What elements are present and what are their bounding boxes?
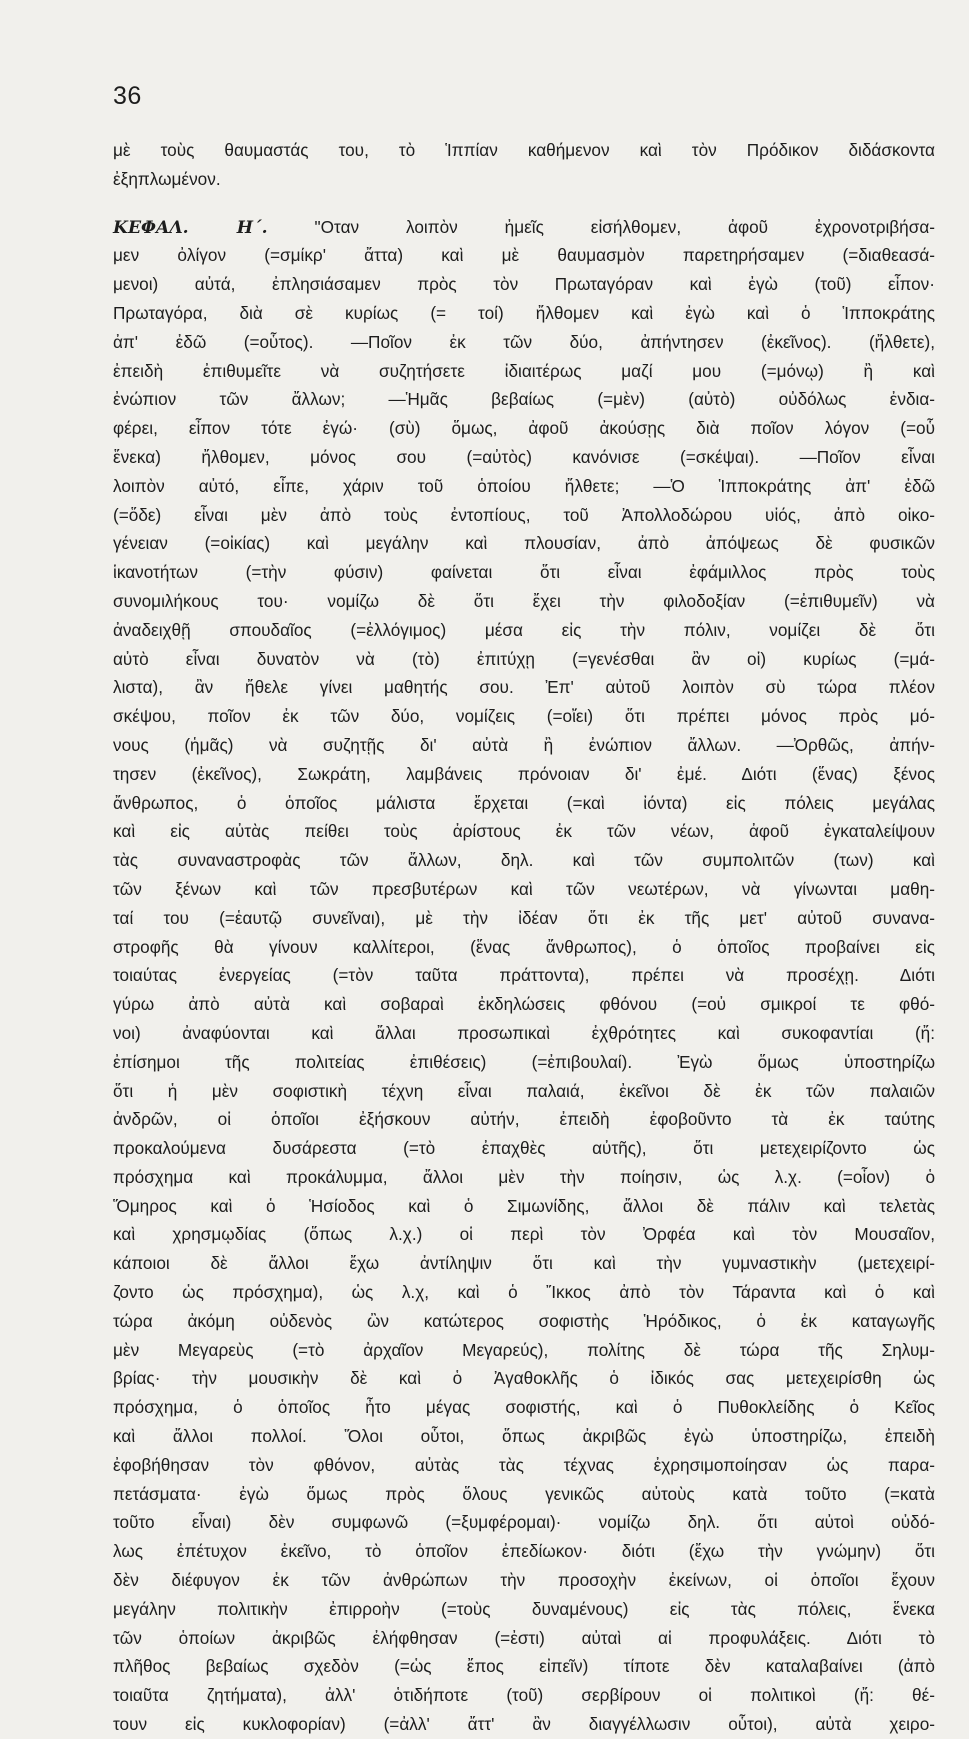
text-line: μὲν Μεγαρεὺς (=τὸ ἀρχαῖον Μεγαρεύς), πολίτης δὲ τώρα τῆς Σηλυμ- — [113, 1339, 935, 1360]
text-line: πρόσχημα, ὁ ὁποῖος ἦτο μέγας σοφιστής, καὶ ὁ Πυθοκλείδης ὁ Κεῖος — [113, 1397, 935, 1418]
text-line: μενοι) αὐτά, ἐπλησιάσαμεν πρὸς τὸν Πρωταγόραν καὶ ἐγὼ (τοῦ) εἶπον· — [113, 274, 935, 295]
text-line: ἕνεκα) ἤλθομεν, μόνος σου (=αὐτὸς) κανόνισε (=σκέψαι). —Ποῖον εἶναι — [113, 446, 935, 467]
text-line: τησεν (ἐκεῖνος), Σωκράτη, λαμβάνεις πρόνοιαν δι' ἐμέ. Διότι (ἕνας) ξένος — [113, 763, 935, 784]
text-line: ταί του (=ἑαυτῷ συνεῖναι), μὲ τὴν ἰδέαν ὅτι ἐκ τῆς μετ' αὐτοῦ συνανα- — [113, 907, 935, 928]
text-line: νοι) ἀναφύονται καὶ ἄλλαι προσωπικαὶ ἐχθρότητες καὶ συκοφαντίαι (ἤ: — [113, 1022, 935, 1043]
text-line: κάποιοι δὲ ἄλλοι ἔχω ἀντίληψιν ὅτι καὶ τὴν γυμναστικὴν (μετεχειρί- — [113, 1253, 935, 1274]
text-line: γύρω ἀπὸ αὐτὰ καὶ σοβαραὶ ἐκδηλώσεις φθόνου (=οὐ σμικροί τε φθό- — [113, 994, 935, 1015]
text-line: τοιαῦτα ζητήματα), ἀλλ' ὁτιδήποτε (τοῦ) σερβίρουν οἱ πολιτικοὶ (ἤ: θέ- — [113, 1685, 935, 1706]
text-line: δὲν διέφυγον ἐκ τῶν ἀνθρώπων τὴν προσοχὴν ἐκείνων, οἱ ὁποῖοι ἔχουν — [113, 1570, 935, 1591]
text-line: καὶ εἰς αὐτὰς πείθει τοὺς ἀρίστους ἐκ τῶν νέων, ἀφοῦ ἐγκαταλείψουν — [113, 821, 935, 842]
text-line: ἀναδειχθῇ σπουδαῖος (=ἐλλόγιμος) μέσα εἰς τὴν πόλιν, νομίζει δὲ ὅτι — [113, 619, 935, 640]
text-line: καὶ ἄλλοι πολλοί. Ὅλοι οὗτοι, ὅπως ἀκριβῶς ἐγὼ ὑποστηρίζω, ἐπειδὴ — [113, 1426, 935, 1447]
text-line: ἄνθρωπος, ὁ ὁποῖος μάλιστα ἔρχεται (=καὶ ἰόντα) εἰς πόλεις μεγάλας — [113, 792, 935, 813]
text-line: Πρωταγόρα, διὰ σὲ κυρίως (= τοί) ἤλθομεν καὶ ἐγὼ καὶ ὁ Ἱπποκράτης — [113, 302, 935, 323]
text-line: ἐφοβήθησαν τὸν φθόνον, αὐτὰς τὰς τέχνας ἐχρησιμοποίησαν ὡς παρα- — [113, 1454, 935, 1475]
text-line: τῶν ξένων καὶ τῶν πρεσβυτέρων καὶ τῶν νεωτέρων, νὰ γίνωνται μαθη- — [113, 878, 935, 899]
text-line: (=ὅδε) εἶναι μὲν ἀπὸ τοὺς ἐντοπίους, τοῦ Ἀπολλοδώρου υἱός, ἀπὸ οἰκο- — [113, 504, 935, 525]
body-text — [113, 136, 935, 1739]
text-line: μὲ τοὺς θαυμαστάς του, τὸ Ἱππίαν καθήμενον καὶ τὸν Πρόδικον διδάσκοντα — [113, 140, 935, 160]
text-line: μεν ὀλίγον (=σμίκρ' ἄττα) καὶ μὲ θαυμασμὸν παρετηρήσαμεν (=διαθεασά- — [113, 245, 935, 266]
text-line: τοῦτο εἶναι) δὲν συμφωνῶ (=ξυμφέρομαι)· νομίζω δηλ. ὅτι αὐτοὶ οὐδό- — [113, 1512, 935, 1533]
text-line: λιστα), ἂν ἤθελε γίνει μαθητής σου. Ἐπ' αὐτοῦ λοιπὸν σὺ τώρα πλέον — [113, 677, 935, 698]
text-line: σκέψου, ποῖον ἐκ τῶν δύο, νομίζεις (=οἴει) ὅτι πρέπει μόνος πρὸς μό- — [113, 706, 935, 727]
text-line: συνομιλήκους του· νομίζω δὲ ὅτι ἔχει τὴν φιλοδοξίαν (=ἐπιθυμεῖν) νὰ — [113, 590, 935, 611]
text-line: ἐπειδὴ ἐπιθυμεῖτε νὰ συζητήσετε ἰδιαιτέρως μαζί μου (=μόνῳ) ἢ καὶ — [113, 360, 935, 381]
text-line-part: "Οταν λοιπὸν ἠμεῖς εἰσήλθομεν, ἀφοῦ ἐχρονοτριβήσα- — [314, 216, 936, 237]
chapter-paragraph — [113, 241, 935, 1738]
text-line: Ὅμηρος καὶ ὁ Ἡσίοδος καὶ ὁ Σιμωνίδης, ἄλλοι δὲ πάλιν καὶ τελετὰς — [113, 1195, 935, 1216]
chapter-heading: ΚΕΦΑΛ. Η΄. — [113, 217, 268, 238]
text-line: τώρα ἀκόμη οὐδενὸς ὢν κατώτερος σοφιστὴς Ἡρόδικος, ὁ ἐκ καταγωγῆς — [113, 1310, 935, 1331]
text-line: ἱκανοτήτων (=τὴν φύσιν) φαίνεται ὅτι εἶναι ἐφάμιλλος πρὸς τοὺς — [113, 562, 935, 583]
text-line: φέρει, εἶπον τότε ἐγώ· (σὺ) ὅμως, ἀφοῦ ἀκούσῃς διὰ ποῖον λόγον (=οὗ — [113, 418, 935, 439]
text-line: τῶν ὁποίων ἀκριβῶς ἐλήφθησαν (=ἐστι) αὐταὶ αἱ προφυλάξεις. Διότι τὸ — [113, 1627, 935, 1648]
text-line: πρόσχημα καὶ προκάλυμμα, ἄλλοι μὲν τὴν ποίησιν, ὡς λ.χ. (=οἷον) ὁ — [113, 1166, 935, 1187]
text-line: ζοντο ὡς πρόσχημα), ὡς λ.χ, καὶ ὁ Ἴκκος ἀπὸ τὸν Τάραντα καὶ ὁ καὶ — [113, 1282, 935, 1303]
text-line: τουν εἰς κυκλοφορίαν) (=ἀλλ' ἄττ' ἂν διαγγέλλωσιν οὗτοι), αὐτὰ χειρο- — [113, 1714, 935, 1735]
text-line: τὰς συναναστροφὰς τῶν ἄλλων, δηλ. καὶ τῶν συμπολιτῶν (των) καὶ — [113, 850, 935, 871]
text-line: λοιπὸν αὐτό, εἶπε, χάριν τοῦ ὁποίου ἤλθετε; —Ὁ Ἱπποκράτης ἀπ' ἐδῶ — [113, 475, 935, 496]
text-line: προκαλούμενα δυσάρεστα (=τὸ ἐπαχθὲς αὐτῆς), ὅτι μετεχειρίζοντο ὡς — [113, 1138, 935, 1159]
text-line: αὐτὸ εἶναι δυνατὸν νὰ (τὸ) ἐπιτύχῃ (=γενέσθαι ἂν οἱ) κυρίως (=μά- — [113, 648, 935, 669]
text-line: ἐνώπιον τῶν ἄλλων; —Ἡμᾶς βεβαίως (=μὲν) (αὐτὸ) οὐδόλως ἐνδια- — [113, 389, 935, 410]
text-line: πετάσματα· ἐγὼ ὅμως πρὸς ὅλους γενικῶς αὐτοὺς κατὰ τοῦτο (=κατὰ — [113, 1483, 935, 1504]
text-line: γένειαν (=οἰκίας) καὶ μεγάλην καὶ πλουσίαν, ἀπὸ ἀπόψεως δὲ φυσικῶν — [113, 533, 935, 554]
text-line: τοιαύτας ἐνεργείας (=τὸν ταῦτα πράττοντα), πρέπει νὰ προσέχῃ. Διότι — [113, 965, 935, 986]
text-line: ἐπίσημοι τῆς πολιτείας ἐπιθέσεις) (=ἐπιβουλαί). Ἐγὼ ὅμως ὑποστηρίζω — [113, 1051, 935, 1072]
text-line: ἀνδρῶν, οἱ ὁποῖοι ἐξήσκουν αὐτήν, ἐπειδὴ ἐφοβοῦντο τὰ ἐκ ταύτης — [113, 1109, 935, 1130]
text-line: βρίας· τὴν μουσικὴν δὲ καὶ ὁ Ἀγαθοκλῆς ὁ ἰδικός σας μετεχειρίσθη ὡς — [113, 1368, 935, 1389]
page-number: 36 — [113, 82, 142, 110]
text-line: νους (ἡμᾶς) νὰ συζητῇς δι' αὐτὰ ἢ ἐνώπιον ἄλλων. —Ὀρθῶς, ἀπήν- — [113, 734, 935, 755]
text-line: λως ἐπέτυχον ἐκεῖνο, τὸ ὁποῖον ἐπεδίωκον· διότι (ἔχω τὴν γνώμην) ὅτι — [113, 1541, 935, 1562]
text-line: μεγάλην πολιτικὴν ἐπιρροὴν (=τοὺς δυναμένους) εἰς τὰς πόλεις, ἕνεκα — [113, 1598, 935, 1619]
text-line: καὶ χρησμῳδίας (ὅπως λ.χ.) οἱ περὶ τὸν Ὀρφέα καὶ τὸν Μουσαῖον, — [113, 1224, 935, 1245]
text-line: ἐξηπλωμένον. — [113, 168, 221, 189]
text-line — [113, 213, 935, 242]
text-line: στροφῆς θὰ γίνουν καλλίτεροι, (ἕνας ἄνθρωπος), ὁ ὁποῖος προβαίνει εἰς — [113, 936, 935, 957]
text-line: ὅτι ἡ μὲν σοφιστικὴ τέχνη εἶναι παλαιά, ἐκεῖνοι δὲ ἐκ τῶν παλαιῶν — [113, 1080, 935, 1101]
text-line: ἀπ' ἐδῶ (=οὗτος). —Ποῖον ἐκ τῶν δύο, ἀπήντησεν (ἐκεῖνος). (ἤλθετε), — [113, 331, 935, 352]
text-line: πλῆθος βεβαίως σχεδὸν (=ὡς ἔπος εἰπεῖν) τίποτε δὲν καταλαβαίνει (ἀπὸ — [113, 1656, 935, 1677]
